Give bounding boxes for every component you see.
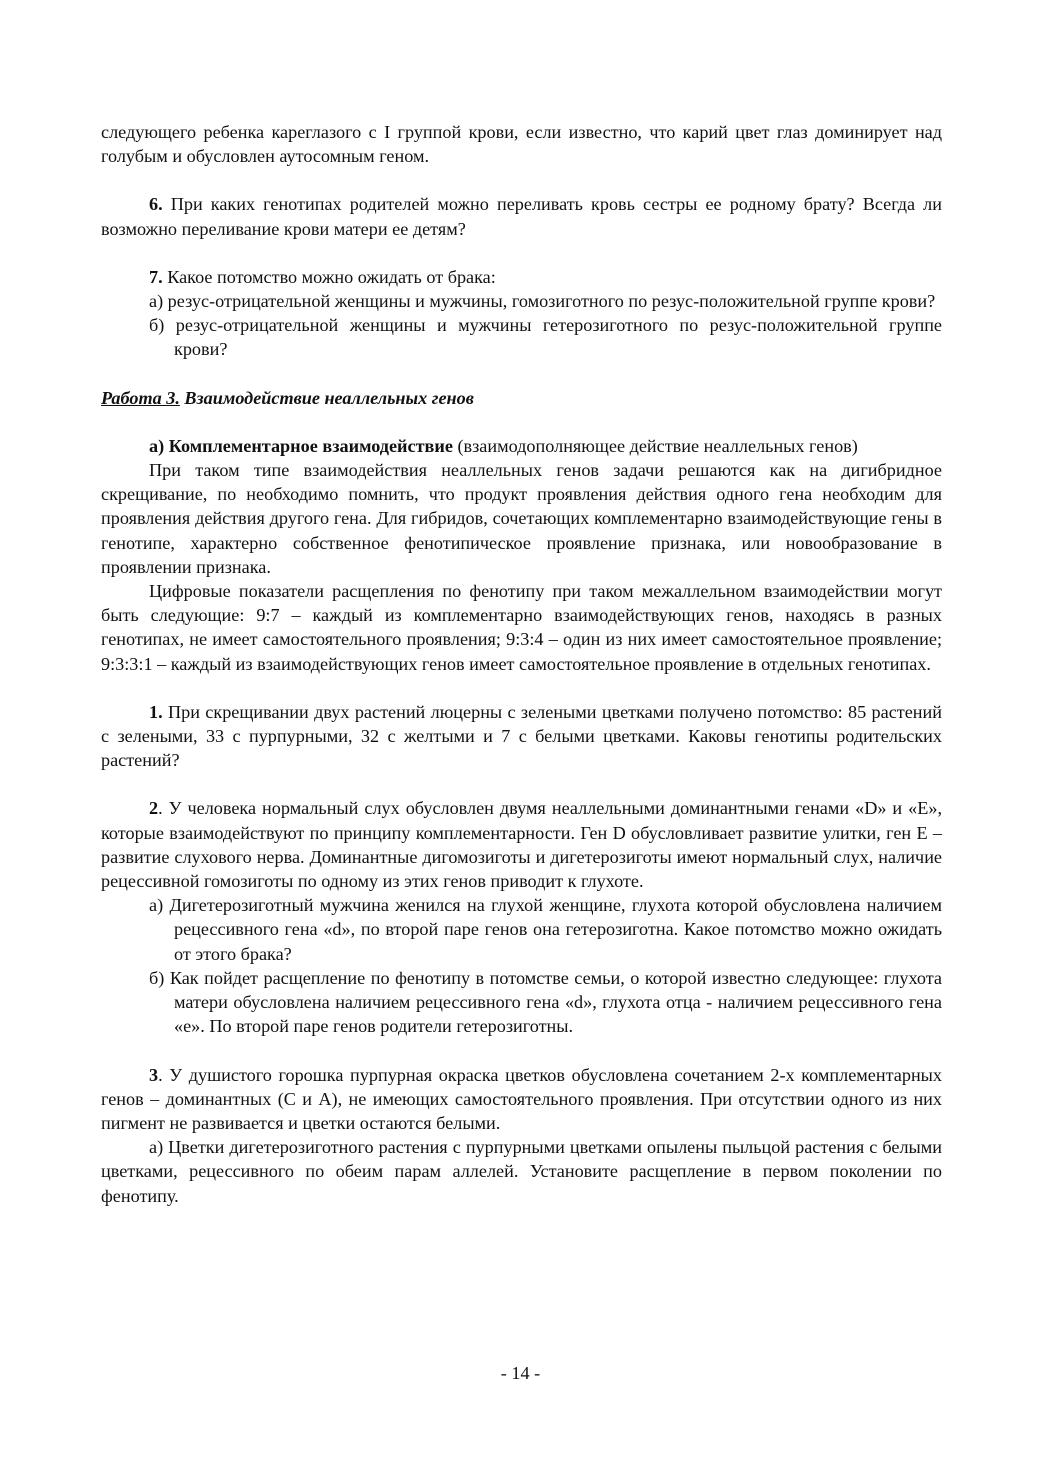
task-6-text: При каких генотипах родителей можно переливать кровь сестры ее родному брату? Всегда ли возможно переливание крови матери ее детям? (101, 194, 942, 239)
question-3-text: . У душистого горошка пурпурная окраска цветков обусловлена сочетанием 2-х комплементарных генов – доминантных (С и А), не имеющих самостоятельного проявления. При отсутствии одного из них пигмент не развивается и цветки остаются белыми. (101, 1064, 942, 1133)
question-3-option-a: а) Цветки дигетерозиготного растения с пурпурными цветками опылены пыльцой растения с белыми цветками, рецессивного по обеим парам аллелей. Установите расщепление в первом поколении по фенотипу. (101, 1137, 942, 1206)
document-page (101, 120, 942, 1208)
question-2-text: . У человека нормальный слух обусловлен двумя неаллельными доминантными генами «D» и «Е», которые взаимодействуют по принципу комплементарности. Ген D обусловливает развитие улитки, ген Е – развитие слухового нерва. Доминантные дигомозиготы и дигетерозиготы имеют нормальный слух, наличие рецессивной гомозиготы по одному из этих генов приводит к глухоте. (101, 798, 942, 892)
question-2-option-a: а) Дигетерозиготный мужчина женился на глухой женщине, глухота которой обусловлена наличием рецессивного гена «d», по второй паре генов она гетерозиготна. Какое потомство можно ожидать от этого брака? (149, 895, 942, 964)
task-7 (101, 265, 942, 289)
question-2 (101, 796, 942, 893)
paragraph-explanation-1: При таком типе взаимодействия неаллельных генов задачи решаются как на дигибридное скрещивание, по необходимо помнить, что продукт проявления действия одного гена необходим для проявления действия другого гена. Для гибридов, сочетающих комплементарно взаимодействующие гены в генотипе, характерно собственное фенотипическое проявление признака, или новообразование в проявлении признака. (101, 460, 942, 577)
question-3 (101, 1063, 942, 1136)
question-1 (101, 700, 942, 773)
page-number: - 14 - (500, 1363, 541, 1383)
question-2-option-b: б) Как пойдет расщепление по фенотипу в потомстве семьи, о которой известно следующее: глухота матери обусловлена наличием рецессивного гена «d», глухота отца - наличием рецессивного гена «е». По второй паре генов родители гетерозиготны. (149, 967, 942, 1037)
subsection-a-rest: (взаимодополняющее действие неаллельных генов) (452, 435, 858, 456)
task-7-option-b: б) резус-отрицательной женщины и мужчины гетерозиготного по резус-положительной группе крови? (149, 315, 942, 360)
subsection-a-title: а) Комплементарное взаимодействие (149, 435, 453, 456)
section-heading-title: Взаимодействие неаллельных генов (179, 387, 474, 408)
section-heading-label: Работа 3. (101, 387, 180, 408)
question-3-number: 3 (149, 1064, 159, 1085)
paragraph-continuation: следующего ребенка кареглазого с I группой крови, если известно, что карий цвет глаз доминирует над голубым и обусловлен аутосомным геном. (101, 122, 942, 167)
question-2-number: 2 (149, 798, 159, 819)
task-6 (101, 192, 942, 240)
task-7-text: Какое потомство можно ожидать от брака: (162, 266, 496, 287)
task-7-option-a: а) резус-отрицательной женщины и мужчины, гомозиготного по резус-положительной группе крови? (149, 291, 936, 312)
task-6-number: 6. (149, 194, 163, 215)
task-7-number: 7. (149, 266, 163, 287)
question-1-text: При скрещивании двух растений люцерны с зелеными цветками получено потомство: 85 растений с зелеными, 33 с пурпурными, 32 с желтыми и 7 с белыми цветками. Каковы генотипы родительских растений? (101, 701, 942, 771)
subsection-a-heading (101, 434, 942, 458)
section-heading (101, 386, 942, 410)
paragraph-explanation-2: Цифровые показатели расщепления по фенотипу при таком межаллельном взаимодействии могут быть следующие: 9:7 – каждый из комплементарно взаимодействующих генов, находясь в разных генотипах, не имеет самостоятельного проявления; 9:3:4 – один из них имеет самостоятельное проявление; 9:3:3:1 – каждый из взаимодействующих генов имеет самостоятельное проявление в отдельных генотипах. (101, 581, 942, 674)
question-1-number: 1. (149, 701, 163, 722)
